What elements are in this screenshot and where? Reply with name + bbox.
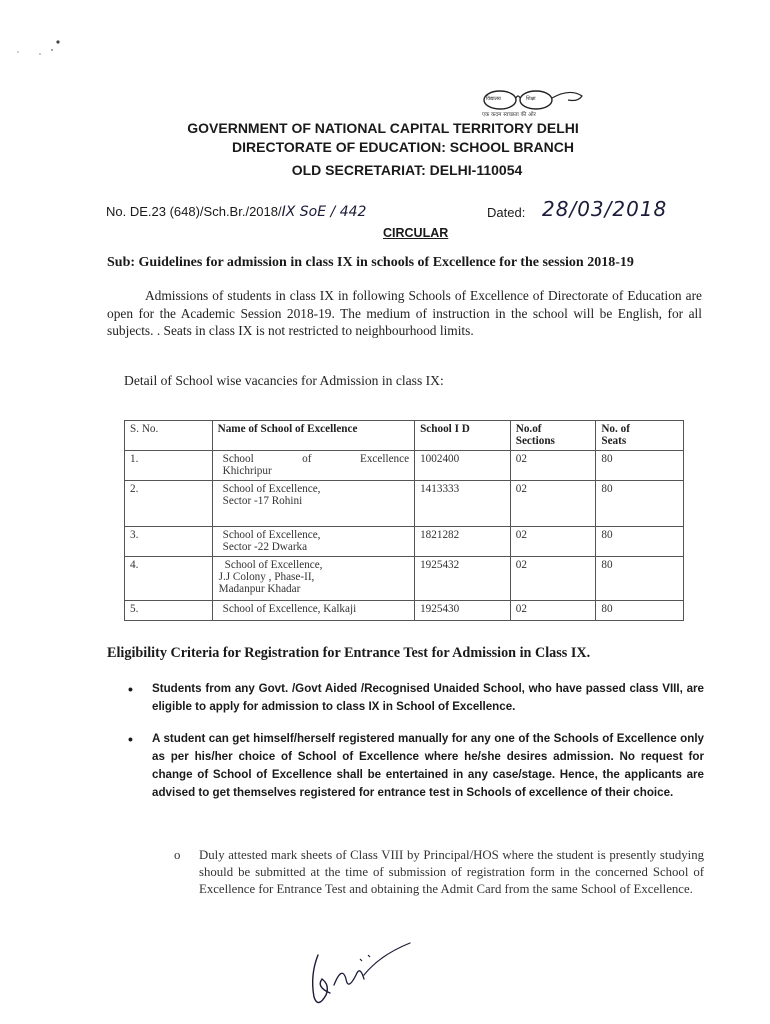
header-line-1: GOVERNMENT OF NATIONAL CAPITAL TERRITORY DELHI [187,120,579,136]
table-row [125,451,684,481]
bullet-dot-icon: • [128,731,133,747]
row-school-name-line-2: Sector -17 Rohini [222,495,303,507]
row-school-id: 1002400 [415,451,511,481]
table-row [125,527,684,557]
header-school-id [415,421,511,451]
row-sno: 3. [125,527,213,557]
row-school-name [212,451,414,481]
row-sections: 02 [510,557,596,601]
row-seats: 80 [596,451,684,481]
row-school-name [212,601,414,621]
reference-number [106,204,366,220]
subject-line: Sub: Guidelines for admission in class IX in schools of Excellence for the session 2018-19 [107,255,634,270]
row-school-name-line-1: School of Excellence, [222,529,321,541]
intro-paragraph-text: Admissions of students in class IX in following Schools of Excellence of Directorate of Education are open for the Academic Session 2018-19. The medium of instruction in the school will be English, for all subjects. . Seats in class IX is not restricted to neighbourhood limits. [107,288,702,338]
header-name-text: Name of School of Excellence [217,423,358,435]
bullet-dot-icon: • [128,681,133,697]
table-row [125,601,684,621]
row-school-name [212,557,414,601]
row-sections: 02 [510,451,596,481]
header-line-3: OLD SECRETARIAT: DELHI-110054 [291,162,523,178]
header-sections [510,421,596,451]
row-seats: 80 [596,527,684,557]
logo-left-seal-text: विद्यालय [486,96,501,102]
logo-temple [552,92,582,100]
bullet-text: A student can get himself/herself registered manually for any one of the Schools of Excellence only as per his/her choice of School of Excellence where he/she desires admission. No request for change of School of Excellence shall be entertained in any case/stage. Hence, the applicants are advised to get themselves registered for entrance test in Schools of excellence of their choice. [152,732,704,799]
row-school-name-line-1: School of Excellence, Kalkaji [222,603,357,615]
date-handwritten: 28/03/2018 [542,197,668,221]
row-sno: 2. [125,481,213,527]
row-school-id: 1413333 [415,481,511,527]
row-sections: 02 [510,527,596,557]
row-school-id: 1925430 [415,601,511,621]
sub-bullet-marker: o [174,848,181,862]
row-sno: 1. [125,451,213,481]
row-school-name-line-2: Khichripur [222,465,272,477]
row-school-name [212,527,414,557]
dated-label: Dated: [487,205,526,220]
eligibility-heading: Eligibility Criteria for Registration for Entrance Test for Admission in Class IX. [107,645,591,661]
row-school-id: 1925432 [415,557,511,601]
header-seats-line-2: Seats [601,435,627,447]
header-sno [125,421,213,451]
table-row [125,481,684,527]
signature [300,935,420,1015]
row-school-name-line-2: Sector -22 Dwarka [222,541,308,553]
logo-bridge [516,96,520,98]
header-line-2: DIRECTORATE OF EDUCATION: SCHOOL BRANCH [232,139,574,155]
header-sno-text: S. No. [130,423,159,435]
reference-number-printed: No. DE.23 (648)/Sch.Br./2018/ [106,204,282,219]
row-sno: 4. [125,557,213,601]
table-row [125,557,684,601]
row-sno: 5. [125,601,213,621]
detail-line: Detail of School wise vacancies for Admission in class IX: [124,373,444,388]
row-seats: 80 [596,601,684,621]
intro-paragraph [107,287,702,340]
reference-number-handwritten: IX SoE / 442 [281,204,367,220]
vacancy-table [124,420,684,621]
row-sections: 02 [510,601,596,621]
row-school-name-line-1: School of Excellence [222,453,410,465]
row-school-name [212,481,414,527]
row-school-name-line-1: School of Excellence, [222,483,321,495]
bullet-text: Students from any Govt. /Govt Aided /Recognised Unaided School, who have passed class VIII, are eligible to apply for admission to class IX in School of Excellence. [152,682,704,713]
row-school-name-line-1: School of Excellence, [224,559,323,571]
row-school-name-line-3: Madanpur Khadar [218,583,301,595]
row-seats: 80 [596,557,684,601]
row-sections: 02 [510,481,596,527]
header-name [212,421,414,451]
header-school-id-text: School I D [420,423,470,435]
scan-speckle [10,36,70,60]
logo-right-seal-text: शिक्षा [526,96,536,102]
sub-bullet-text: Duly attested mark sheets of Class VIII by Principal/HOS where the student is presently studying should be submitted at the time of submission of registration form in the concerned School of Excellence for Entrance Test and obtaining the Admit Card from the same School of Excellence. [199,848,704,896]
row-school-name-line-2: J.J Colony , Phase-II, [218,571,315,583]
table-header-row [125,421,684,451]
header-seats-line-1: No. of [601,423,630,435]
circular-label: CIRCULAR [383,226,449,240]
row-seats: 80 [596,481,684,527]
header-sections-line-1: No.of [515,423,542,435]
row-school-id: 1821282 [415,527,511,557]
logo-motto: एक कदम स्वच्छता की ओर [482,112,536,118]
header-sections-line-2: Sections [515,435,555,447]
logo-right-lens [520,91,552,109]
header-seats [596,421,684,451]
swachh-bharat-logo [470,84,590,124]
